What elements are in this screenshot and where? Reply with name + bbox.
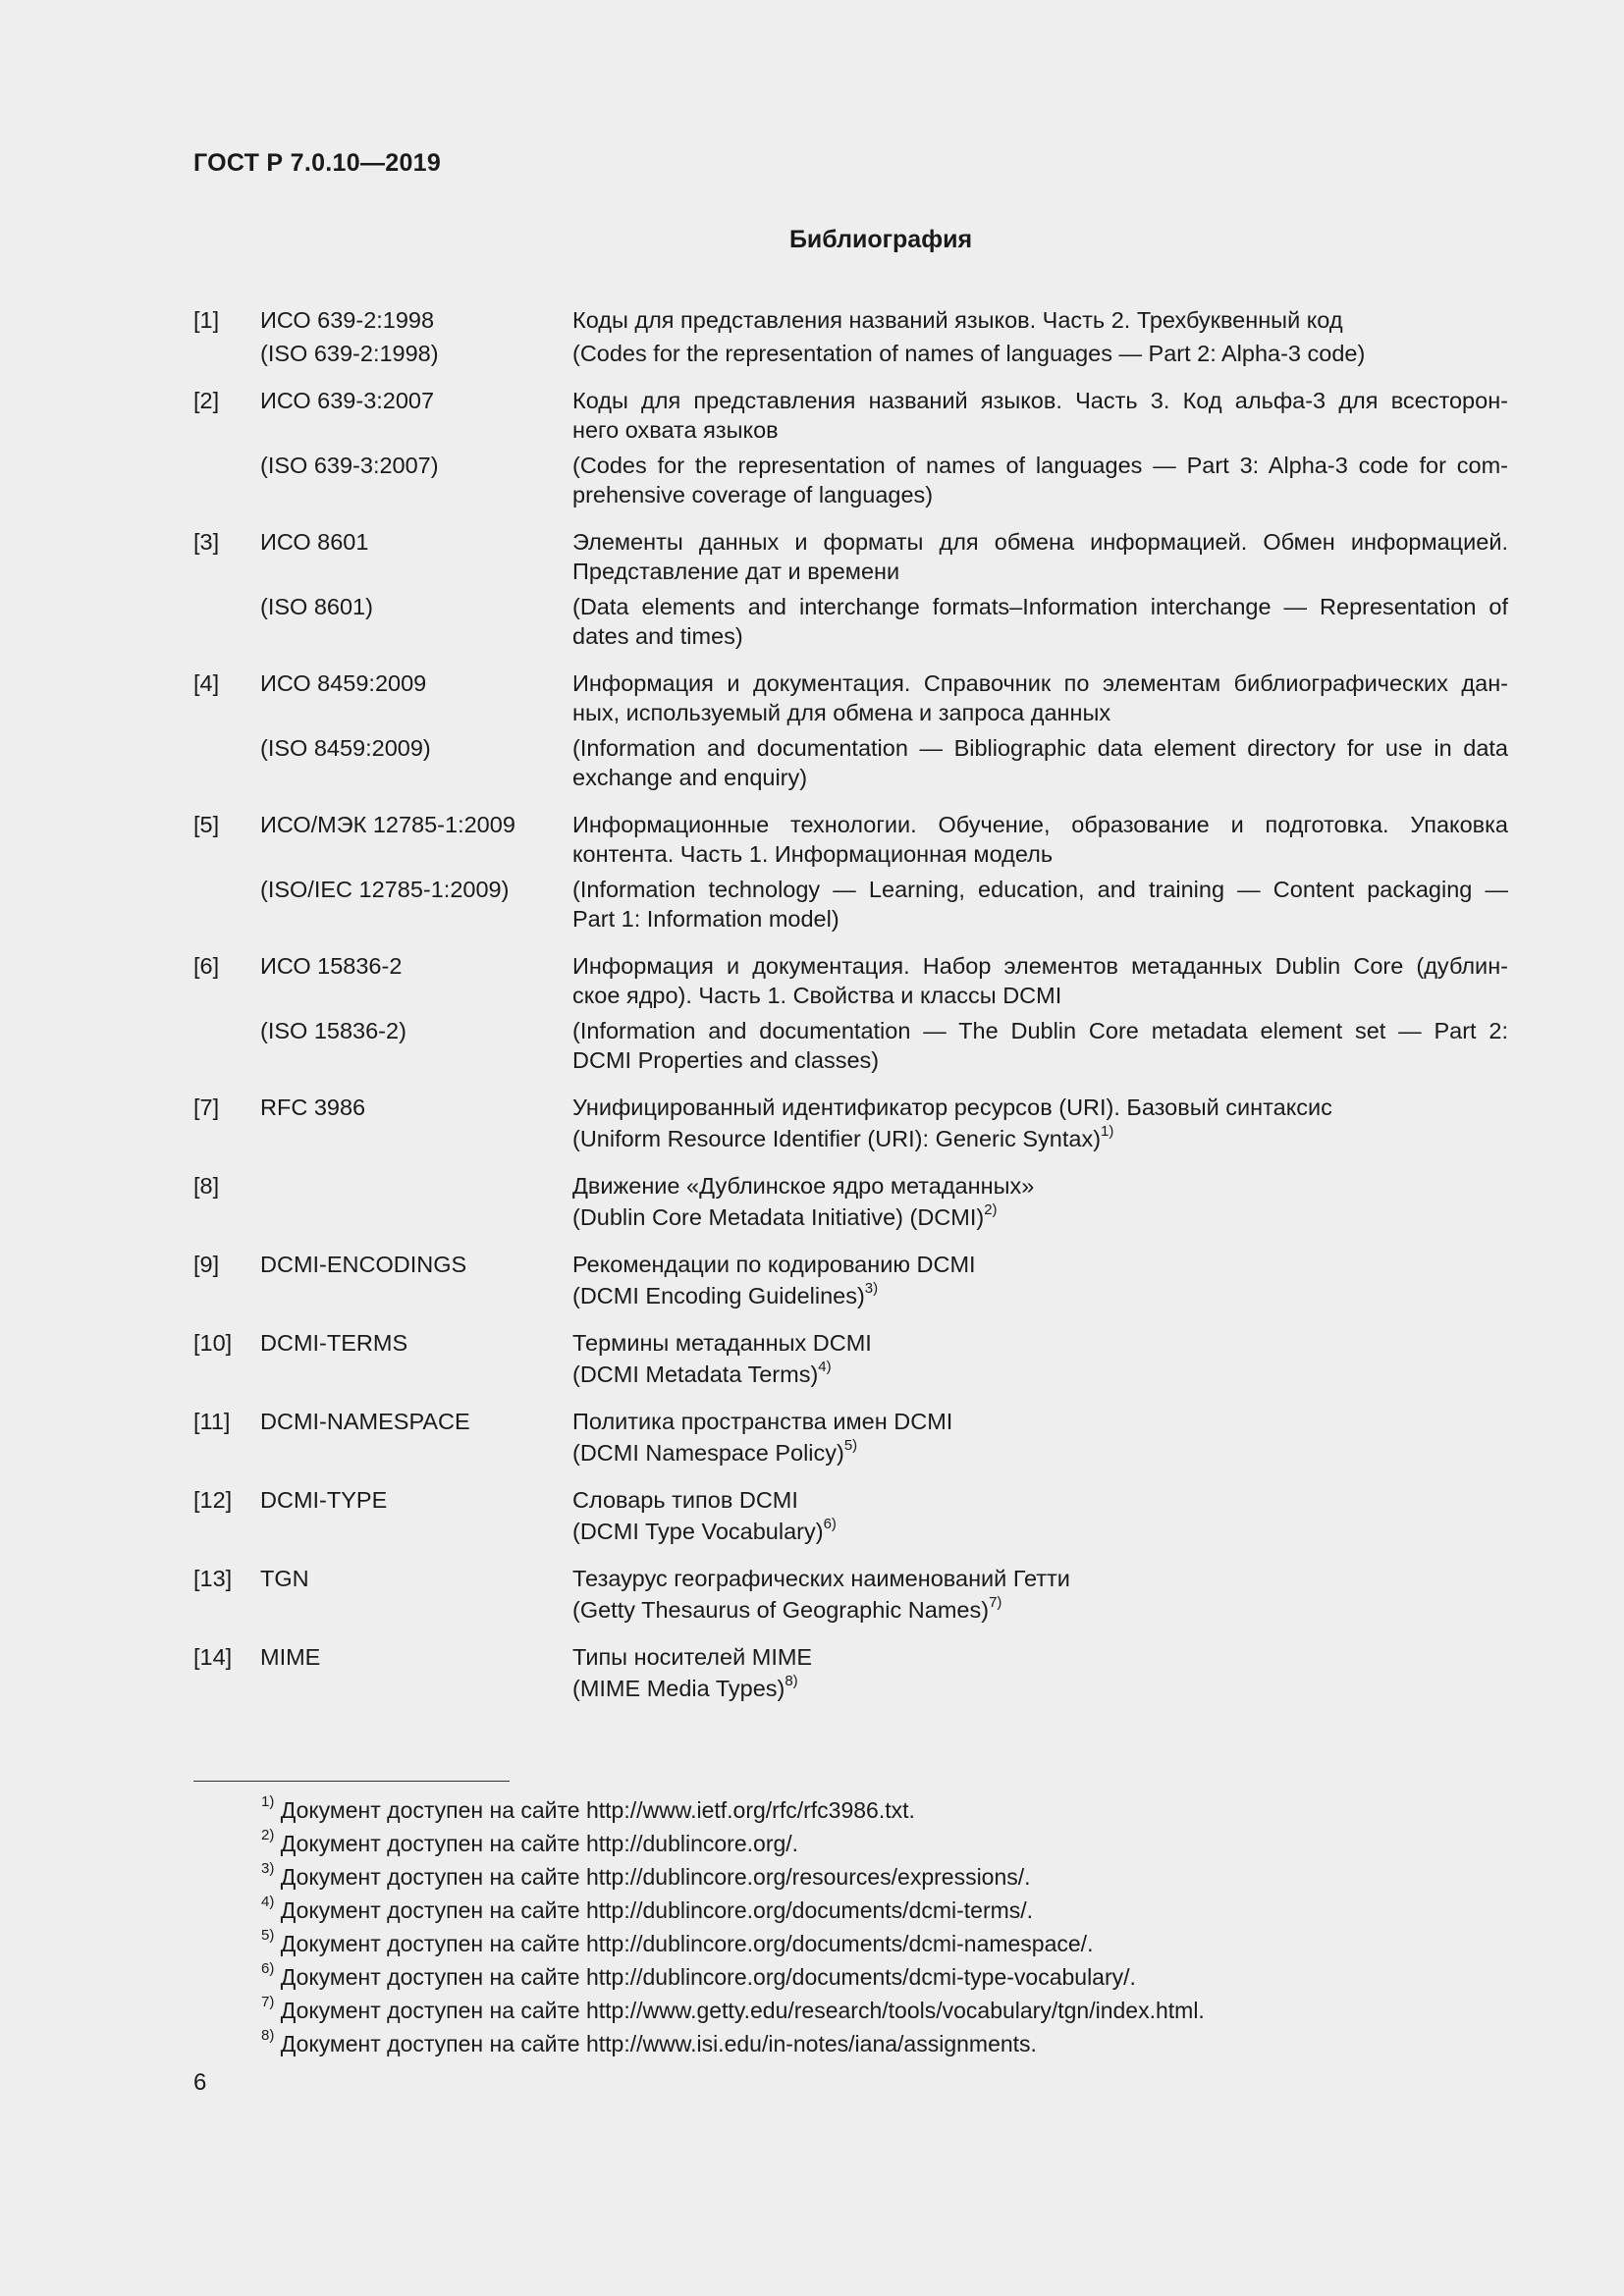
bibliography-entry xyxy=(193,1093,1508,1153)
footnote-ref[interactable]: 4) xyxy=(818,1359,832,1376)
bibliography-entry xyxy=(193,1250,1508,1310)
bibliography-entry xyxy=(193,810,1508,934)
page-title: Библиография xyxy=(788,226,973,253)
entry-ru-title: Унифицированный идентификатор ресурсов (URI). Базовый синтаксис xyxy=(572,1095,1332,1120)
entry-en-title: (Information and documentation — Bibliographic data element directory for use in data exchange and enquiry) xyxy=(572,735,1508,790)
entry-number: [4] xyxy=(193,670,220,696)
entry-ru-title: Политика пространства имен DCMI xyxy=(572,1409,953,1434)
bibliography-entry xyxy=(193,1328,1508,1389)
entry-ru-title: Коды для представления названий языков. Часть 3. Код альфа-3 для всесторон- него охвата языков xyxy=(572,388,1508,443)
entry-en-title: (MIME Media Types) xyxy=(572,1676,785,1701)
footnote-mark: 2) xyxy=(261,1827,275,1844)
footnote-text: Документ доступен на сайте http://dublincore.org/. xyxy=(280,1831,799,1856)
entry-number: [5] xyxy=(193,812,220,837)
entry-en-code: (ISO 8459:2009) xyxy=(260,735,431,761)
footnote-text: Документ доступен на сайте http://www.getty.edu/research/tools/vocabulary/tgn/index.html. xyxy=(280,1998,1205,2023)
footnote-text: Документ доступен на сайте http://dublincore.org/documents/dcmi-terms/. xyxy=(280,1897,1034,1923)
entry-en-title: (Uniform Resource Identifier (URI): Generic Syntax) xyxy=(572,1126,1102,1151)
entry-ru-title: Элементы данных и форматы для обмена информацией. Обмен информацией. Представление дат и времени xyxy=(572,529,1508,584)
entry-en-title: (Dublin Core Metadata Initiative) (DCMI) xyxy=(572,1204,985,1230)
entry-number: [14] xyxy=(193,1644,233,1670)
entry-code: DCMI-ENCODINGS xyxy=(260,1252,467,1277)
entry-en-code: (ISO 639-3:2007) xyxy=(260,453,439,478)
entry-ru-code: ИСО 8459:2009 xyxy=(260,670,427,696)
footnote-mark: 4) xyxy=(261,1894,275,1911)
footnote xyxy=(261,1793,1205,1827)
footnote-ref[interactable]: 1) xyxy=(1101,1123,1114,1141)
footnote xyxy=(261,1927,1205,1960)
footnote xyxy=(261,2027,1205,2060)
entry-code: TGN xyxy=(260,1566,309,1591)
entry-code: DCMI-NAMESPACE xyxy=(260,1409,470,1434)
footnote-ref[interactable]: 7) xyxy=(989,1594,1002,1612)
entry-code: DCMI-TYPE xyxy=(260,1487,388,1513)
footnote-text: Документ доступен на сайте http://www.ietf.org/rfc/rfc3986.txt. xyxy=(280,1797,915,1823)
entry-code: RFC 3986 xyxy=(260,1095,366,1120)
entry-en-title: (DCMI Type Vocabulary) xyxy=(572,1519,824,1544)
entry-number: [1] xyxy=(193,307,220,333)
footnote xyxy=(261,1960,1205,1994)
entry-en-code: (ISO/IEC 12785-1:2009) xyxy=(260,877,510,902)
entry-ru-title: Тезаурус географических наименований Гетти xyxy=(572,1566,1070,1591)
entry-number: [6] xyxy=(193,953,220,979)
footnote-ref[interactable]: 3) xyxy=(864,1280,879,1298)
entry-number: [10] xyxy=(193,1330,233,1356)
entry-en-title: (Data elements and interchange formats–Information interchange — Representation of dates and times) xyxy=(572,594,1508,649)
footnote-ref[interactable]: 6) xyxy=(823,1516,837,1533)
entry-number: [2] xyxy=(193,388,220,413)
footnote xyxy=(261,1894,1205,1927)
bibliography-list xyxy=(193,305,1508,1721)
entry-ru-title: Информационные технологии. Обучение, образование и подготовка. Упаковка контента. Часть 1. Информационная модель xyxy=(572,812,1508,867)
footnote-text: Документ доступен на сайте http://www.isi.edu/in-notes/iana/assignments. xyxy=(280,2031,1037,2056)
footnote-text: Документ доступен на сайте http://dublincore.org/documents/dcmi-type-vocabulary/. xyxy=(280,1964,1136,1990)
bibliography-entry xyxy=(193,951,1508,1075)
entry-ru-code: ИСО 639-3:2007 xyxy=(260,388,435,413)
entry-ru-title: Коды для представления названий языков. Часть 2. Трехбуквенный код xyxy=(572,307,1343,333)
footnote-ref[interactable]: 5) xyxy=(843,1437,858,1455)
footnote-text: Документ доступен на сайте http://dublincore.org/documents/dcmi-namespace/. xyxy=(280,1931,1094,1956)
entry-en-title: (Information technology — Learning, education, and training — Content packaging — Part 1: Information model) xyxy=(572,877,1508,932)
entry-ru-title: Типы носителей MIME xyxy=(572,1644,813,1670)
entry-ru-title: Информация и документация. Набор элементов метаданных Dublin Core (дублин- ское ядро). Часть 1. Свойства и классы DCMI xyxy=(572,953,1508,1008)
footnote-divider xyxy=(193,1781,510,1782)
entry-ru-code: ИСО 8601 xyxy=(260,529,369,555)
entry-code: DCMI-TERMS xyxy=(260,1330,408,1356)
entry-en-title: (Codes for the representation of names of languages — Part 3: Alpha-3 code for com- prehensive coverage of languages) xyxy=(572,453,1508,507)
entry-ru-title: Словарь типов DCMI xyxy=(572,1487,798,1513)
footnotes-list xyxy=(261,1793,1205,2060)
bibliography-entry xyxy=(193,1642,1508,1703)
entry-number: [13] xyxy=(193,1566,233,1591)
bibliography-entry xyxy=(193,527,1508,651)
footnote-mark: 8) xyxy=(261,2027,275,2045)
entry-en-title: (Information and documentation — The Dublin Core metadata element set — Part 2: DCMI Properties and classes) xyxy=(572,1018,1508,1073)
footnote-ref[interactable]: 2) xyxy=(984,1201,998,1219)
footnote-mark: 5) xyxy=(261,1927,275,1945)
entry-en-title: (DCMI Namespace Policy) xyxy=(572,1440,844,1466)
entry-en-code: (ISO 8601) xyxy=(260,594,373,619)
footnote-ref[interactable]: 8) xyxy=(785,1673,798,1690)
entry-number: [12] xyxy=(193,1487,233,1513)
entry-en-title: (Codes for the representation of names of languages — Part 2: Alpha-3 code) xyxy=(572,341,1366,366)
bibliography-entry xyxy=(193,1485,1508,1546)
bibliography-entry xyxy=(193,1564,1508,1625)
footnote-mark: 1) xyxy=(261,1793,275,1811)
entry-en-code: (ISO 15836-2) xyxy=(260,1018,406,1043)
page-number: 6 xyxy=(193,2069,207,2096)
entry-ru-code: ИСО 15836-2 xyxy=(260,953,403,979)
entry-ru-code: ИСО 639-2:1998 xyxy=(260,307,435,333)
footnote xyxy=(261,1827,1205,1860)
entry-en-title: (Getty Thesaurus of Geographic Names) xyxy=(572,1597,990,1623)
entry-number: [8] xyxy=(193,1173,220,1199)
document-id: ГОСТ Р 7.0.10—2019 xyxy=(193,149,442,177)
bibliography-entry xyxy=(193,305,1508,368)
entry-ru-title: Информация и документация. Справочник по элементам библиографических дан- ных, используемый для обмена и запроса данных xyxy=(572,670,1508,725)
footnote-mark: 7) xyxy=(261,1994,275,2011)
entry-en-code: (ISO 639-2:1998) xyxy=(260,341,439,366)
bibliography-entry xyxy=(193,668,1508,792)
footnote xyxy=(261,1994,1205,2027)
footnote-text: Документ доступен на сайте http://dublincore.org/resources/expressions/. xyxy=(280,1864,1031,1890)
entry-code: MIME xyxy=(260,1644,321,1670)
entry-ru-title: Движение «Дублинское ядро метаданных» xyxy=(572,1173,1035,1199)
footnote-mark: 6) xyxy=(261,1960,275,1978)
footnote-mark: 3) xyxy=(261,1860,275,1878)
bibliography-entry xyxy=(193,1407,1508,1468)
entry-ru-title: Рекомендации по кодированию DCMI xyxy=(572,1252,976,1277)
entry-number: [9] xyxy=(193,1252,220,1277)
entry-en-title: (DCMI Encoding Guidelines) xyxy=(572,1283,865,1308)
footnote xyxy=(261,1860,1205,1894)
entry-ru-code: ИСО/МЭК 12785-1:2009 xyxy=(260,812,515,837)
entry-number: [11] xyxy=(193,1409,231,1434)
entry-en-title: (DCMI Metadata Terms) xyxy=(572,1362,819,1387)
entry-number: [7] xyxy=(193,1095,220,1120)
entry-ru-title: Термины метаданных DCMI xyxy=(572,1330,872,1356)
entry-number: [3] xyxy=(193,529,220,555)
bibliography-entry xyxy=(193,386,1508,509)
bibliography-entry xyxy=(193,1171,1508,1232)
